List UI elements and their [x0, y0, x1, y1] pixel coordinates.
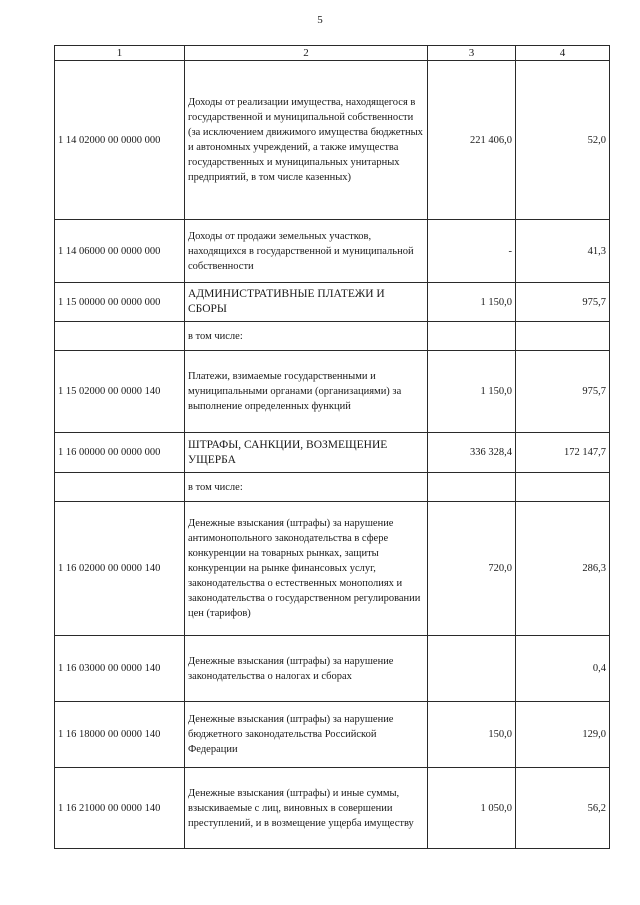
row-name: Денежные взыскания (штрафы) за нарушение законодательства о налогах и сборах [185, 636, 428, 702]
row-code: 1 16 00000 00 0000 000 [55, 433, 185, 473]
header-col-3: 3 [428, 46, 516, 61]
row-plan: - [428, 220, 516, 283]
row-fact [516, 322, 610, 351]
row-name: Платежи, взимаемые государственными и муниципальными органами (организациями) за выполнение определенных функций [185, 351, 428, 433]
row-name: ШТРАФЫ, САНКЦИИ, ВОЗМЕЩЕНИЕ УЩЕРБА [185, 433, 428, 473]
row-code: 1 15 02000 00 0000 140 [55, 351, 185, 433]
row-plan: 720,0 [428, 502, 516, 636]
table-row [55, 636, 610, 702]
row-fact: 56,2 [516, 768, 610, 849]
row-code: 1 14 06000 00 0000 000 [55, 220, 185, 283]
row-fact: 52,0 [516, 61, 610, 220]
table-header-row [55, 46, 610, 61]
row-plan [428, 322, 516, 351]
row-fact: 975,7 [516, 283, 610, 322]
table-row [55, 473, 610, 502]
row-name: Денежные взыскания (штрафы) за нарушение антимонопольного законодательства в сфере конкуренции на товарных рынках, защиты конкуренции на рынке финансовых услуг, законодательства о естественных монополиях и законодательства о государственном регулировании цен (тарифов) [185, 502, 428, 636]
row-plan: 336 328,4 [428, 433, 516, 473]
row-code: 1 16 18000 00 0000 140 [55, 702, 185, 768]
row-name: Доходы от реализации имущества, находящегося в государственной и муниципальной собственности (за исключением движимого имущества бюджетных и автономных учреждений, а также имущества государственных и муниципальных унитарных предприятий, в том числе казенных) [185, 61, 428, 220]
table-row [55, 61, 610, 220]
table-row [55, 283, 610, 322]
row-name: Денежные взыскания (штрафы) и иные суммы, взыскиваемые с лиц, виновных в совершении преступлений, и в возмещение ущерба имуществу [185, 768, 428, 849]
row-plan: 221 406,0 [428, 61, 516, 220]
row-code: 1 16 02000 00 0000 140 [55, 502, 185, 636]
row-name: в том числе: [185, 322, 428, 351]
row-plan [428, 636, 516, 702]
row-code [55, 322, 185, 351]
row-fact: 286,3 [516, 502, 610, 636]
table-row [55, 702, 610, 768]
row-fact: 41,3 [516, 220, 610, 283]
table-row [55, 433, 610, 473]
table-row [55, 502, 610, 636]
row-code: 1 16 21000 00 0000 140 [55, 768, 185, 849]
row-fact: 975,7 [516, 351, 610, 433]
table-row [55, 322, 610, 351]
row-code: 1 14 02000 00 0000 000 [55, 61, 185, 220]
row-name: Денежные взыскания (штрафы) за нарушение бюджетного законодательства Российской Федерации [185, 702, 428, 768]
table-row [55, 768, 610, 849]
row-name: в том числе: [185, 473, 428, 502]
row-name: АДМИНИСТРАТИВНЫЕ ПЛАТЕЖИ И СБОРЫ [185, 283, 428, 322]
row-plan: 1 150,0 [428, 351, 516, 433]
table-row [55, 351, 610, 433]
row-plan: 1 150,0 [428, 283, 516, 322]
row-plan: 1 050,0 [428, 768, 516, 849]
header-col-2: 2 [185, 46, 428, 61]
row-code [55, 473, 185, 502]
row-fact: 0,4 [516, 636, 610, 702]
row-fact: 172 147,7 [516, 433, 610, 473]
row-plan [428, 473, 516, 502]
header-col-1: 1 [55, 46, 185, 61]
header-col-4: 4 [516, 46, 610, 61]
row-code: 1 16 03000 00 0000 140 [55, 636, 185, 702]
budget-table [54, 45, 610, 849]
row-code: 1 15 00000 00 0000 000 [55, 283, 185, 322]
page-number: 5 [317, 14, 323, 26]
row-name: Доходы от продажи земельных участков, находящихся в государственной и муниципальной собственности [185, 220, 428, 283]
row-fact: 129,0 [516, 702, 610, 768]
row-plan: 150,0 [428, 702, 516, 768]
table-row [55, 220, 610, 283]
row-fact [516, 473, 610, 502]
